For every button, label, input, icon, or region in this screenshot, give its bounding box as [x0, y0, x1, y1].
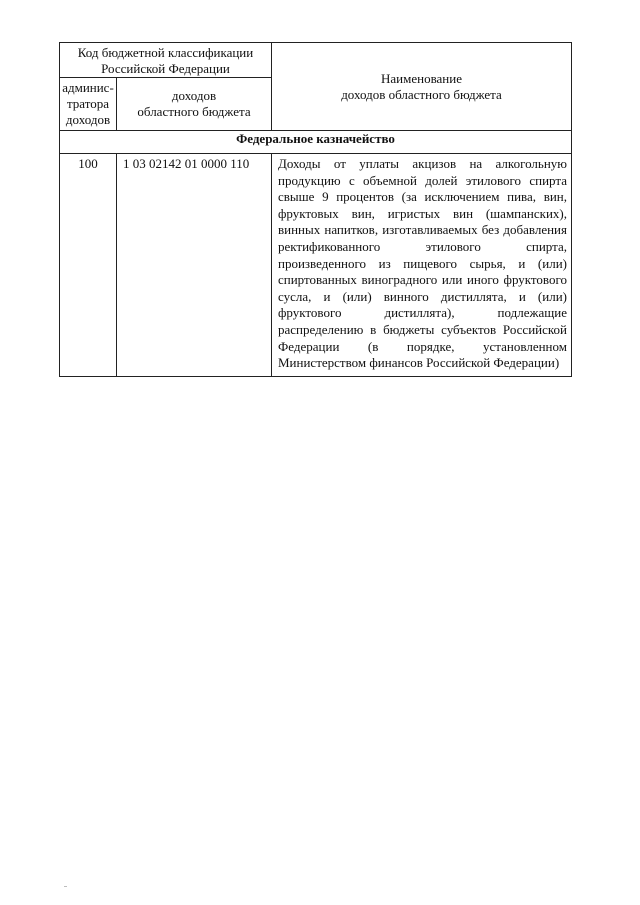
income-description-cell: Доходы от уплаты акцизов на алкогольную продукцию с объемной долей этилового спирта свыше 9 процентов (за исключением пива, вин, фруктовых вин, игристых вин (шампанских), винных напитков, изготавливаемых без добавления ректификованного этилового спирта, произведенного из пищевого сырья, и (или) спиртованных виноградного или иного фруктового сусла, и (или) винного дистиллята, и (или) фруктового дистиллята), подлежащие распределению в бюджеты субъектов Российской Федерации (в порядке, установленном Министерством финансов Российской Федерации) — [272, 154, 572, 377]
table-row — [60, 154, 572, 377]
header-row-group — [60, 43, 572, 78]
section-row — [60, 131, 572, 154]
header-regional-income: доходов областного бюджета — [117, 78, 272, 131]
header-income-name: Наименование доходов областного бюджета — [272, 43, 572, 131]
admin-code-cell: 100 — [60, 154, 117, 377]
header-classification-code: Код бюджетной классификации Российской Федерации — [60, 43, 272, 78]
revenue-classification-table — [59, 42, 572, 377]
scan-artifact — [64, 886, 67, 887]
income-code-cell: 1 03 02142 01 0000 110 — [117, 154, 272, 377]
section-title: Федеральное казначейство — [60, 131, 572, 154]
header-administrator: админис- тратора доходов — [60, 78, 117, 131]
